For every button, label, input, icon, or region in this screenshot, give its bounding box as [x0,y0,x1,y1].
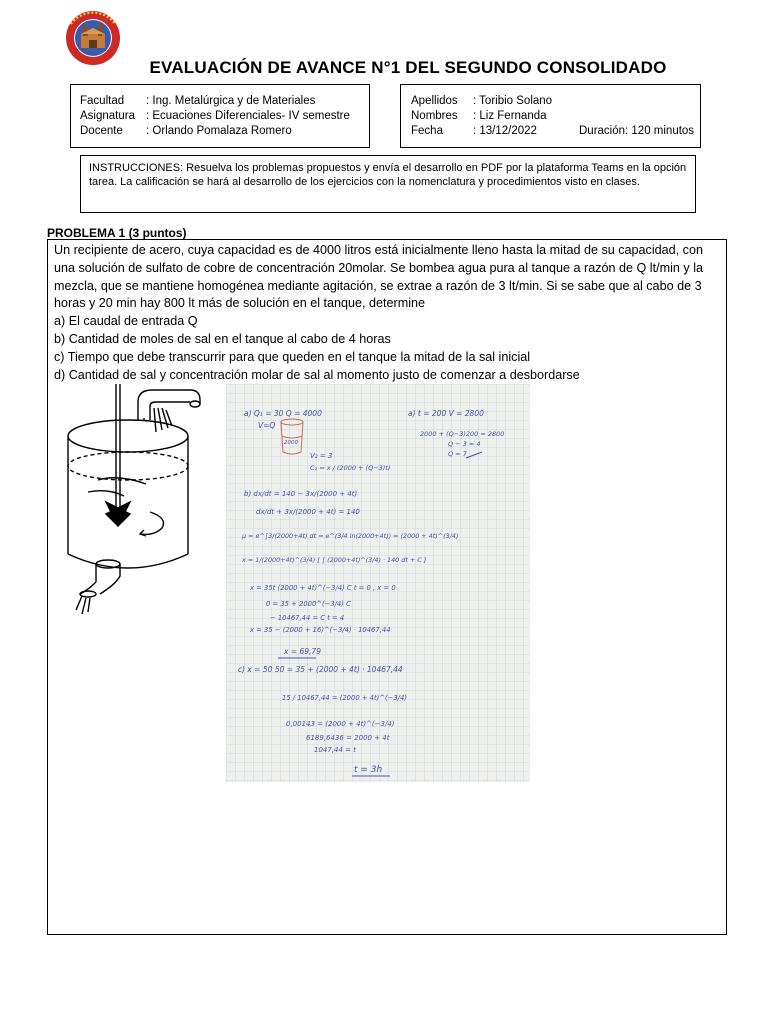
hw-line: 0 = 35 + 2000^(−3/4) C [266,600,351,608]
problem-line: Un recipiente de acero, cuya capacidad es de 4000 litros está inicialmente lleno hasta la mitad de su capacidad, con [54,243,703,257]
duration-value: Duración: 120 minutos [579,125,695,137]
question-d: d) Cantidad de sal y concentración molar de sal al momento justo de comenzar a desbordarse [54,367,580,382]
hw-line: x = 1/(2000+4t)^(3/4) [ ∫ (2000+4t)^(3/4) · 140 dt + C ] [242,556,427,564]
problem-title: PROBLEMA 1 (3 puntos) [47,226,187,240]
hw-line: C₂ = x / (2000 + (Q−3)t) [310,464,391,472]
info-key: Asignatura [80,110,135,122]
hw-line: t = 3h [354,765,383,775]
hw-line: Q = 7 [448,450,467,458]
course-info-box [70,84,370,148]
asignatura-row [80,109,369,124]
problem-line: mezcla, que se mantiene homogénea mediante agitación, se extrae a razón de 3 lt/min. Si se sabe que al cabo de 3 [54,278,702,293]
hw-line: V₂ = 3 [310,452,333,460]
question-c: c) Tiempo que debe transcurrir para que queden en el tanque la mitad de la sal inicial [54,349,531,364]
info-value: : Liz Fernanda [473,110,547,122]
hw-line: b) dx/dt = 140 − 3x/(2000 + 4t) [244,490,358,498]
info-value: : 13/12/2022 [473,125,537,137]
hw-line: 6189,6436 = 2000 + 4t [306,734,390,742]
info-key: Nombres [411,110,458,122]
hw-line: μ = e^∫3/(2000+4t) dt = e^(3/4 ln(2000+4t)) = (2000 + 4t)^(3/4) [242,532,459,540]
hw-line: V=Q [258,421,276,430]
info-value: : Orlando Pomalaza Romero [146,125,292,137]
docente-row [80,124,369,139]
hw-line: − 10467,44 = C t = 4 [270,614,345,622]
hw-line: a) t = 200 V = 2800 [408,409,484,418]
hw-line: x = 69,79 [284,647,321,656]
hw-line: 1047,44 = t [314,746,357,754]
info-value: : Toribio Solano [473,95,553,107]
apellidos-row [411,94,700,109]
instructions-box: INSTRUCCIONES: Resuelva los problemas propuestos y envía el desarrollo en PDF por la plataforma Teams en la opción tarea. La calificación se hará al desarrollo de los ejercicios con la nomenclatura y procedimientos visto en clases. [80,155,696,213]
problem-line: horas y 20 min hay 800 lt más de solución en el tanque, determine [54,296,426,311]
info-key: Facultad [80,95,125,107]
hw-line: c) x = 50 50 = 35 + (2000 + 4t) · 10467,44 [238,665,403,674]
info-value: : Ecuaciones Diferenciales- IV semestre [146,110,350,122]
hw-line: dx/dt + 3x/(2000 + 4t) = 140 [256,508,360,516]
page-title: EVALUACIÓN DE AVANCE N°1 DEL SEGUNDO CONSOLIDADO [149,58,667,77]
problem-statement [54,242,720,384]
tank-illustration [58,384,210,618]
info-value: : Ing. Metalúrgica y de Materiales [146,95,316,107]
hw-line: 0,00143 = (2000 + 4t)^(−3/4) [286,720,395,728]
hw-line: 15 / 10467,44 = (2000 + 4t)^(−3/4) [282,694,407,702]
info-key: Apellidos [411,95,458,107]
question-b: b) Cantidad de moles de sal en el tanque al cabo de 4 horas [54,331,391,346]
question-a: a) El caudal de entrada Q [54,314,198,329]
hw-line: Q − 3 = 4 [448,440,481,448]
solution-sheet [226,384,530,782]
hw-line: 2000 [284,440,298,446]
nombres-row [411,109,700,124]
hw-line: 2000 + (Q−3)200 = 2800 [420,430,505,438]
handwritten-solution-photo [226,384,530,782]
hw-line: x = 35t (2000 + 4t)^(−3/4) C t = 0 , x = 0 [250,584,396,592]
student-info-box [400,84,701,148]
info-key: Docente [80,125,123,137]
problem-line: una solución de sulfato de cobre de concentración 20molar. Se bombea agua pura al tanque a razón de Q lt/min y la [54,260,703,275]
hw-line: a) Q₁ = 30 Q = 4000 [244,409,322,418]
info-key: Fecha [411,125,443,137]
facultad-row [80,94,369,109]
fecha-row [411,124,700,139]
hw-line: x = 35 − (2000 + 16)^(−3/4) · 10467,44 [250,626,391,634]
